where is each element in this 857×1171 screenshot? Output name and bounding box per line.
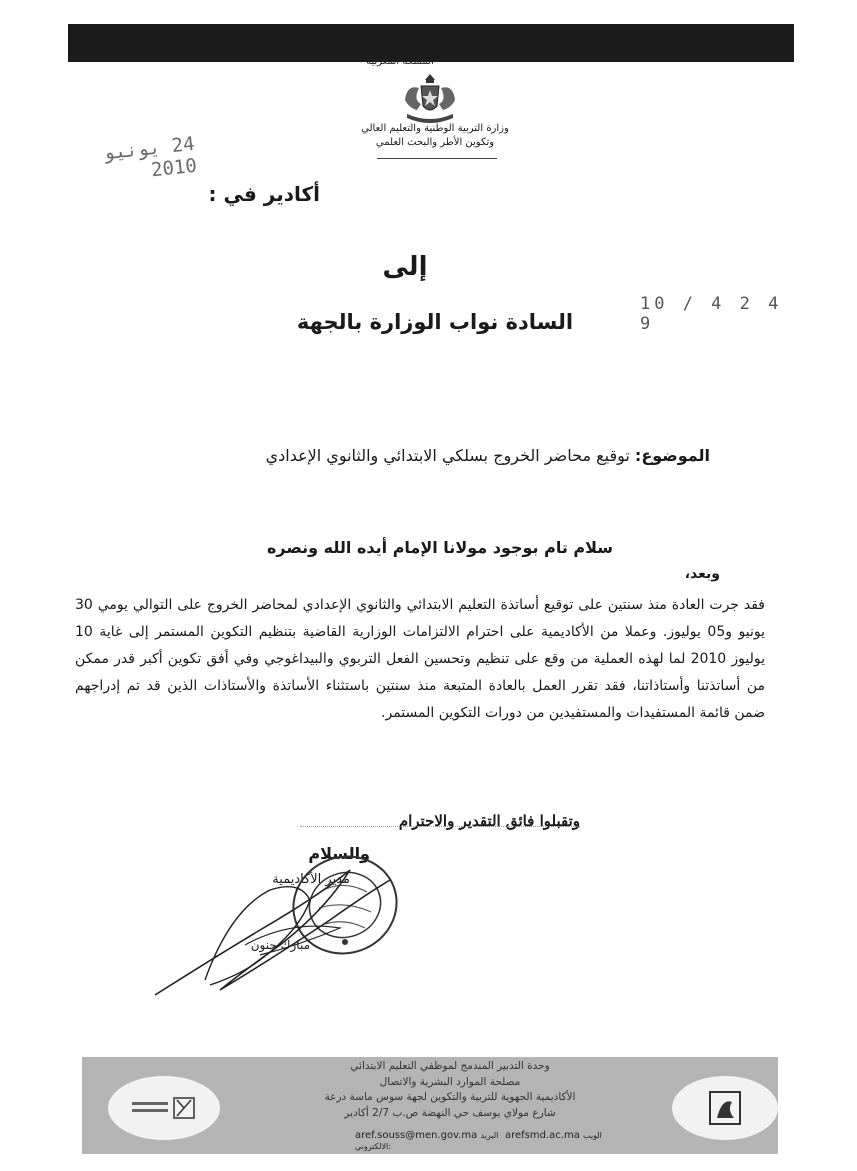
to-label: إلى bbox=[382, 252, 428, 282]
footer-service-line: مصلحة الموارد البشرية والاتصال bbox=[379, 1076, 521, 1088]
right-footer-logo-icon bbox=[672, 1076, 778, 1140]
greeting: سلام تام بوجود مولانا الإمام أيده الله ونصره bbox=[266, 538, 614, 557]
footer-site-label: الويب bbox=[583, 1131, 602, 1140]
ministry-line-2: وتكوين الأطر والبحث العلمي bbox=[375, 137, 495, 148]
place-and-date: أكادير في : bbox=[208, 182, 320, 206]
subject-line bbox=[180, 446, 710, 465]
footer-email-label: البريد الالكتروني: bbox=[355, 1131, 499, 1151]
footer-site-value: arefsmd.ac.ma bbox=[505, 1130, 580, 1141]
footer-website bbox=[505, 1130, 635, 1141]
reference-number: 10 / 4 2 4 9 bbox=[640, 294, 783, 334]
footer-email-value: aref.souss@men.gov.ma bbox=[355, 1130, 478, 1141]
left-footer-logo-icon bbox=[108, 1076, 220, 1140]
signature-icon bbox=[150, 850, 400, 1000]
subject-label: الموضوع: bbox=[634, 446, 710, 465]
director-title: مدير الأكاديمية bbox=[272, 872, 350, 887]
salam: والسلام bbox=[308, 844, 370, 863]
opening: وبعد، bbox=[684, 566, 720, 582]
director-name: مبارك حنون bbox=[250, 938, 310, 952]
subject-text: توقيع محاضر الخروج بسلكي الابتدائي والثانوي الإعدادي bbox=[265, 446, 630, 465]
ministry-divider bbox=[377, 158, 497, 159]
closing-dotted-rule bbox=[300, 826, 580, 827]
ministry-line-1: وزارة التربية الوطنية والتعليم العالي bbox=[361, 123, 509, 134]
footer-address-line: شارع مولاي يوسف حي النهضة ص.ب 2/7 أكادير bbox=[344, 1107, 556, 1119]
royal-emblem-icon bbox=[397, 70, 463, 130]
kingdom-heading: المملكة المغربية bbox=[366, 56, 434, 67]
footer-unit-line: وحدة التدبير المندمج لموظفي التعليم الابتدائي bbox=[350, 1060, 550, 1072]
footer-email bbox=[355, 1130, 505, 1152]
handwritten-date: 24 يونيو 2010 bbox=[102, 132, 198, 182]
body-paragraph: فقد جرت العادة منذ سنتين على توقيع أساتذة التعليم الابتدائي والثانوي الإعدادي لمحاضر الخروج على التوالي يومي 30 يونيو و05 يوليوز. وعملا من الأكاديمية على احترام الالتزامات الوزارية القاضية بتنظيم التكوين المستمر إلى غاية 10 يوليوز 2010 لما لهذه العملية من وقع على تنظيم وتحسين الفعل التربوي والبيداغوجي وفي أفق تكوين أكبر قدر ممكن من أساتذتنا وأستاذاتنا، فقد تقرر العمل بالعادة المتبعة منذ سنتين باستثناء الأساتذة والأستاذات الذين قد تم إدراجهم ضمن قائمة المستفيدات والمستفيدين من دورات التكوين المستمر. bbox=[75, 597, 766, 721]
recipients: السادة نواب الوزارة بالجهة bbox=[296, 310, 574, 334]
ministry-name bbox=[355, 122, 515, 150]
closing-line: وتقبلوا فائق التقدير والاحترام bbox=[398, 812, 580, 830]
footer-academy-line: الأكاديمية الجهوية للتربية والتكوين لجهة سوس ماسة درعة bbox=[324, 1091, 576, 1103]
